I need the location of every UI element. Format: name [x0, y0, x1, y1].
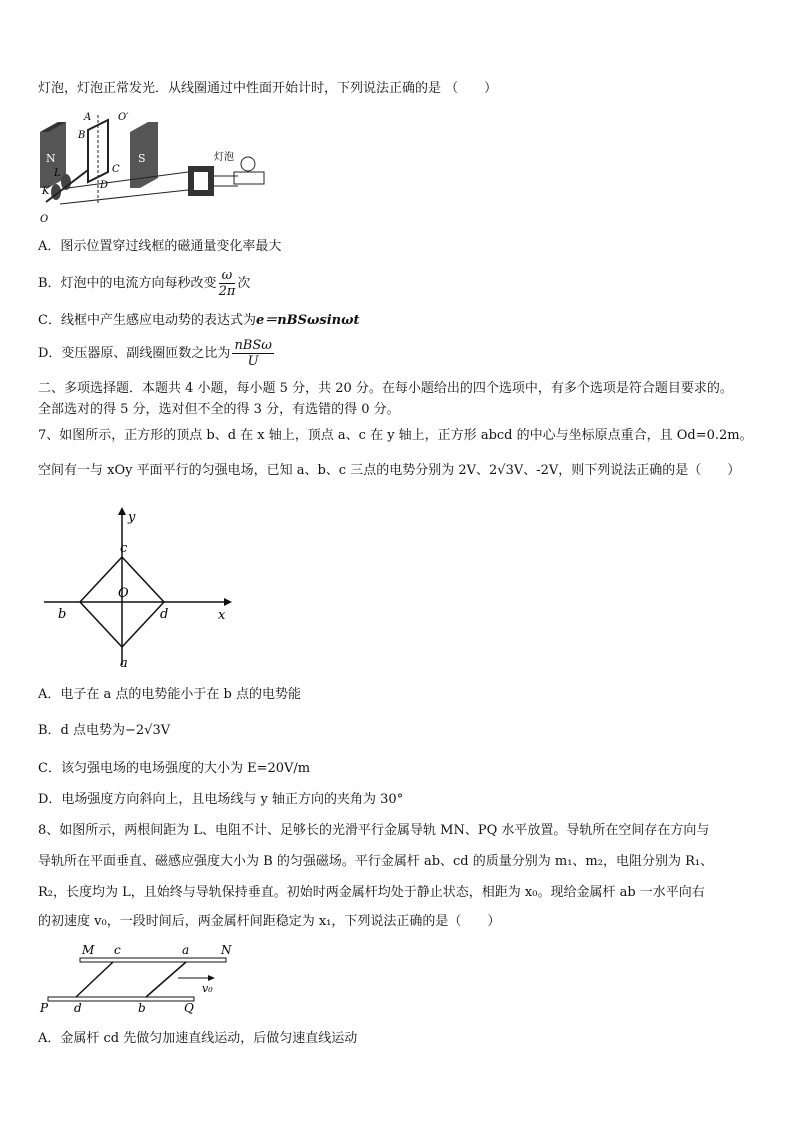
q8-option-a: A．金属杆 cd 先做匀加速直线运动，后做匀速直线运动 [38, 1031, 358, 1046]
q7-option-d: D．电场强度方向斜向上，且电场线与 y 轴正方向的夹角为 30° [38, 792, 404, 807]
svg-text:M: M [82, 943, 95, 957]
svg-text:A: A [84, 112, 92, 123]
svg-text:c: c [114, 943, 121, 957]
section2-line1: 二、多项选择题．本题共 4 小题，每小题 5 分，共 20 分。在每小题给出的四个选项中，有多个选项是符合题目要求的。 [38, 381, 733, 396]
q8-line2: 导轨所在平面垂直、磁感应强度大小为 B 的匀强磁场。平行金属杆 ab、cd 的质量分别为 m₁、m₂，电阻分别为 R₁、 [38, 854, 714, 869]
svg-text:y: y [128, 510, 136, 525]
svg-text:N: N [221, 943, 232, 957]
svg-text:a: a [120, 656, 128, 671]
q7-option-c: C．该匀强电场的电场强度的大小为 E=20V/m [38, 761, 311, 776]
q7-option-a: A．电子在 a 点的电势能小于在 b 点的电势能 [38, 687, 301, 702]
section2-line2: 全部选对的得 5 分，选对但不全的得 3 分，有选错的得 0 分。 [38, 402, 400, 417]
square-figure [38, 505, 238, 675]
q6-option-a: A．图示位置穿过线框的磁通量变化率最大 [38, 239, 282, 254]
q8-line3: R₂，长度均为 L，且始终与导轨保持垂直。初始时两金属杆均处于静止状态，相距为 x₀。现给金属杆 ab 一水平向右 [38, 885, 705, 900]
label-s: S [138, 152, 146, 165]
svg-text:B: B [78, 130, 86, 141]
svg-text:d: d [74, 1001, 82, 1015]
svg-text:x: x [218, 608, 226, 623]
q6-stem: 灯泡，灯泡正常发光．从线圈通过中性面开始计时，下列说法正确的是 （ ） [38, 81, 498, 96]
q7-option-b: B．d 点电势为−2√3V [38, 723, 171, 738]
q7-line1: 7、如图所示，正方形的顶点 b、d 在 x 轴上，顶点 a、c 在 y 轴上，正方形 abcd 的中心与坐标原点重合，且 Od=0.2m。 [38, 428, 753, 443]
svg-text:b: b [138, 1001, 146, 1015]
svg-text:a: a [182, 943, 190, 957]
svg-text:D: D [100, 180, 109, 191]
q6-option-c: C．线框中产生感应电动势的表达式为e＝nBSωsinωt [38, 313, 360, 328]
svg-text:O: O [40, 214, 49, 225]
q6-option-b: B．灯泡中的电流方向每秒改变 $\frac{\omega}{2\pi}$ 次 [38, 268, 251, 299]
svg-text:Q: Q [184, 1001, 194, 1015]
velocity-arrow [208, 975, 215, 981]
bulb-base [234, 172, 264, 184]
rail-mn [80, 958, 226, 962]
rod-ab [146, 962, 186, 997]
svg-text:O: O [118, 586, 129, 601]
rail-pq [48, 997, 194, 1001]
svg-text:d: d [160, 607, 169, 622]
svg-text:C: C [112, 164, 120, 175]
q7-line2: 空间有一与 xOy 平面平行的匀强电场，已知 a、b、c 三点的电势分别为 2V、2√3V、-2V，则下列说法正确的是（ ） [38, 463, 741, 478]
svg-text:K: K [42, 186, 50, 197]
label-bulb: 灯泡 [214, 152, 234, 163]
q8-line1: 8、如图所示，两根间距为 L、电阻不计、足够长的光滑平行金属导轨 MN、PQ 水平放置。导轨所在空间存在方向与 [38, 823, 710, 838]
svg-text:b: b [58, 607, 67, 622]
q6-option-d: D．变压器原、副线圈匝数之比为 $\frac{\text{nBSω}}{U}$ [38, 338, 272, 369]
rod-cd [76, 962, 113, 997]
label-n: N [46, 152, 56, 165]
q8-line4: 的初速度 v₀，一段时间后，两金属杆间距稳定为 x₁，下列说法正确的是（ ） [38, 914, 501, 929]
svg-text:L: L [54, 168, 61, 179]
svg-text:c: c [120, 541, 128, 556]
generator-figure [38, 110, 278, 225]
svg-text:O′: O′ [118, 112, 129, 123]
bulb-icon [241, 157, 255, 171]
rails-figure [38, 940, 248, 1015]
svg-text:v₀: v₀ [202, 982, 213, 995]
svg-text:P: P [40, 1001, 49, 1015]
